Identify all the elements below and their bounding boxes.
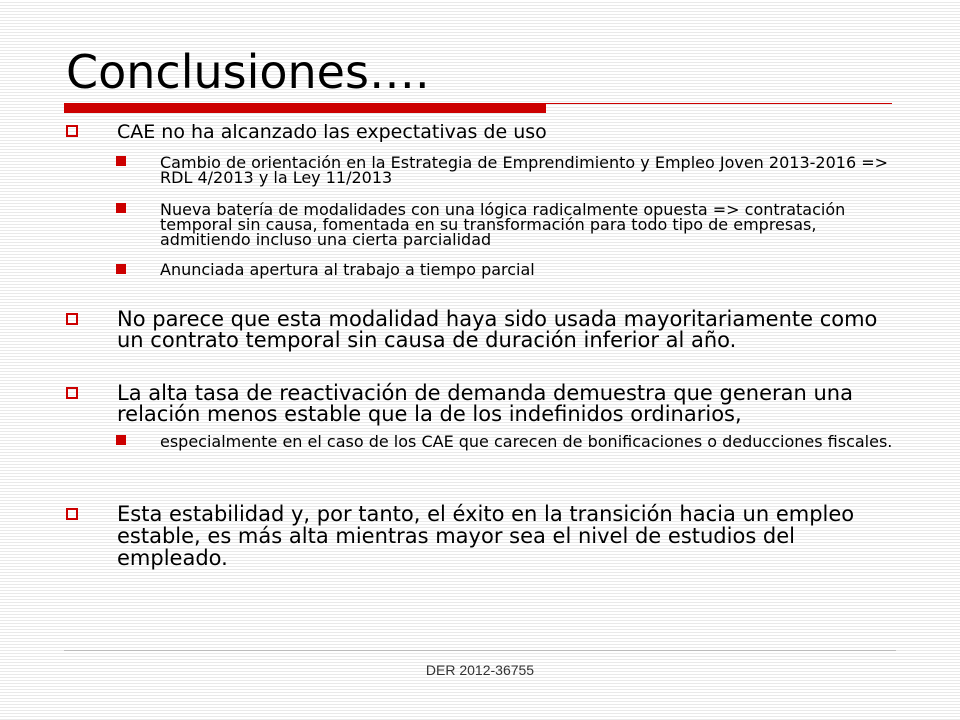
- subbullet-1-3-text: Anunciada apertura al trabajo a tiempo parcial: [160, 260, 535, 279]
- footer-rule: [64, 650, 896, 651]
- hollow-square-bullet-icon: [66, 125, 78, 137]
- subbullet-3-1-text: especialmente en el caso de los CAE que carecen de bonificaciones o deducciones fiscales.: [160, 432, 893, 451]
- bullet-2-text: No parece que esta modalidad haya sido usada mayoritariamente como un contrato temporal sin causa de duración inferior al año.: [117, 307, 878, 352]
- filled-square-bullet-icon: [116, 203, 126, 213]
- hollow-square-bullet-icon: [66, 313, 78, 325]
- title-rule: [546, 103, 892, 104]
- subbullet-1-2-text: Nueva batería de modalidades con una lógica radicalmente opuesta => contratación temporal sin causa, fomentada en su transformación para todo tipo de empresas, admitiendo incluso una cierta parcialidad: [160, 200, 846, 249]
- bullet-4-text: Esta estabilidad y, por tanto, el éxito en la transición hacia un empleo estable, es más alta mientras mayor sea el nivel de estudios del empleado.: [117, 502, 855, 570]
- hollow-square-bullet-icon: [66, 508, 78, 520]
- subbullet-1-1-text: Cambio de orientación en la Estrategia de Emprendimiento y Empleo Joven 2013-2016 => RDL 4/2013 y la Ley 11/2013: [160, 153, 889, 187]
- filled-square-bullet-icon: [116, 264, 126, 274]
- title-accent-bar: [64, 103, 546, 113]
- bullet-3-text: La alta tasa de reactivación de demanda demuestra que generan una relación menos estable que la de los indefinidos ordinarios,: [117, 381, 853, 426]
- filled-square-bullet-icon: [116, 156, 126, 166]
- bullet-1-text: CAE no ha alcanzado las expectativas de uso: [117, 121, 547, 143]
- slide-title: Conclusiones….: [66, 45, 430, 99]
- footer-text: DER 2012-36755: [425, 662, 535, 678]
- filled-square-bullet-icon: [116, 435, 126, 445]
- hollow-square-bullet-icon: [66, 387, 78, 399]
